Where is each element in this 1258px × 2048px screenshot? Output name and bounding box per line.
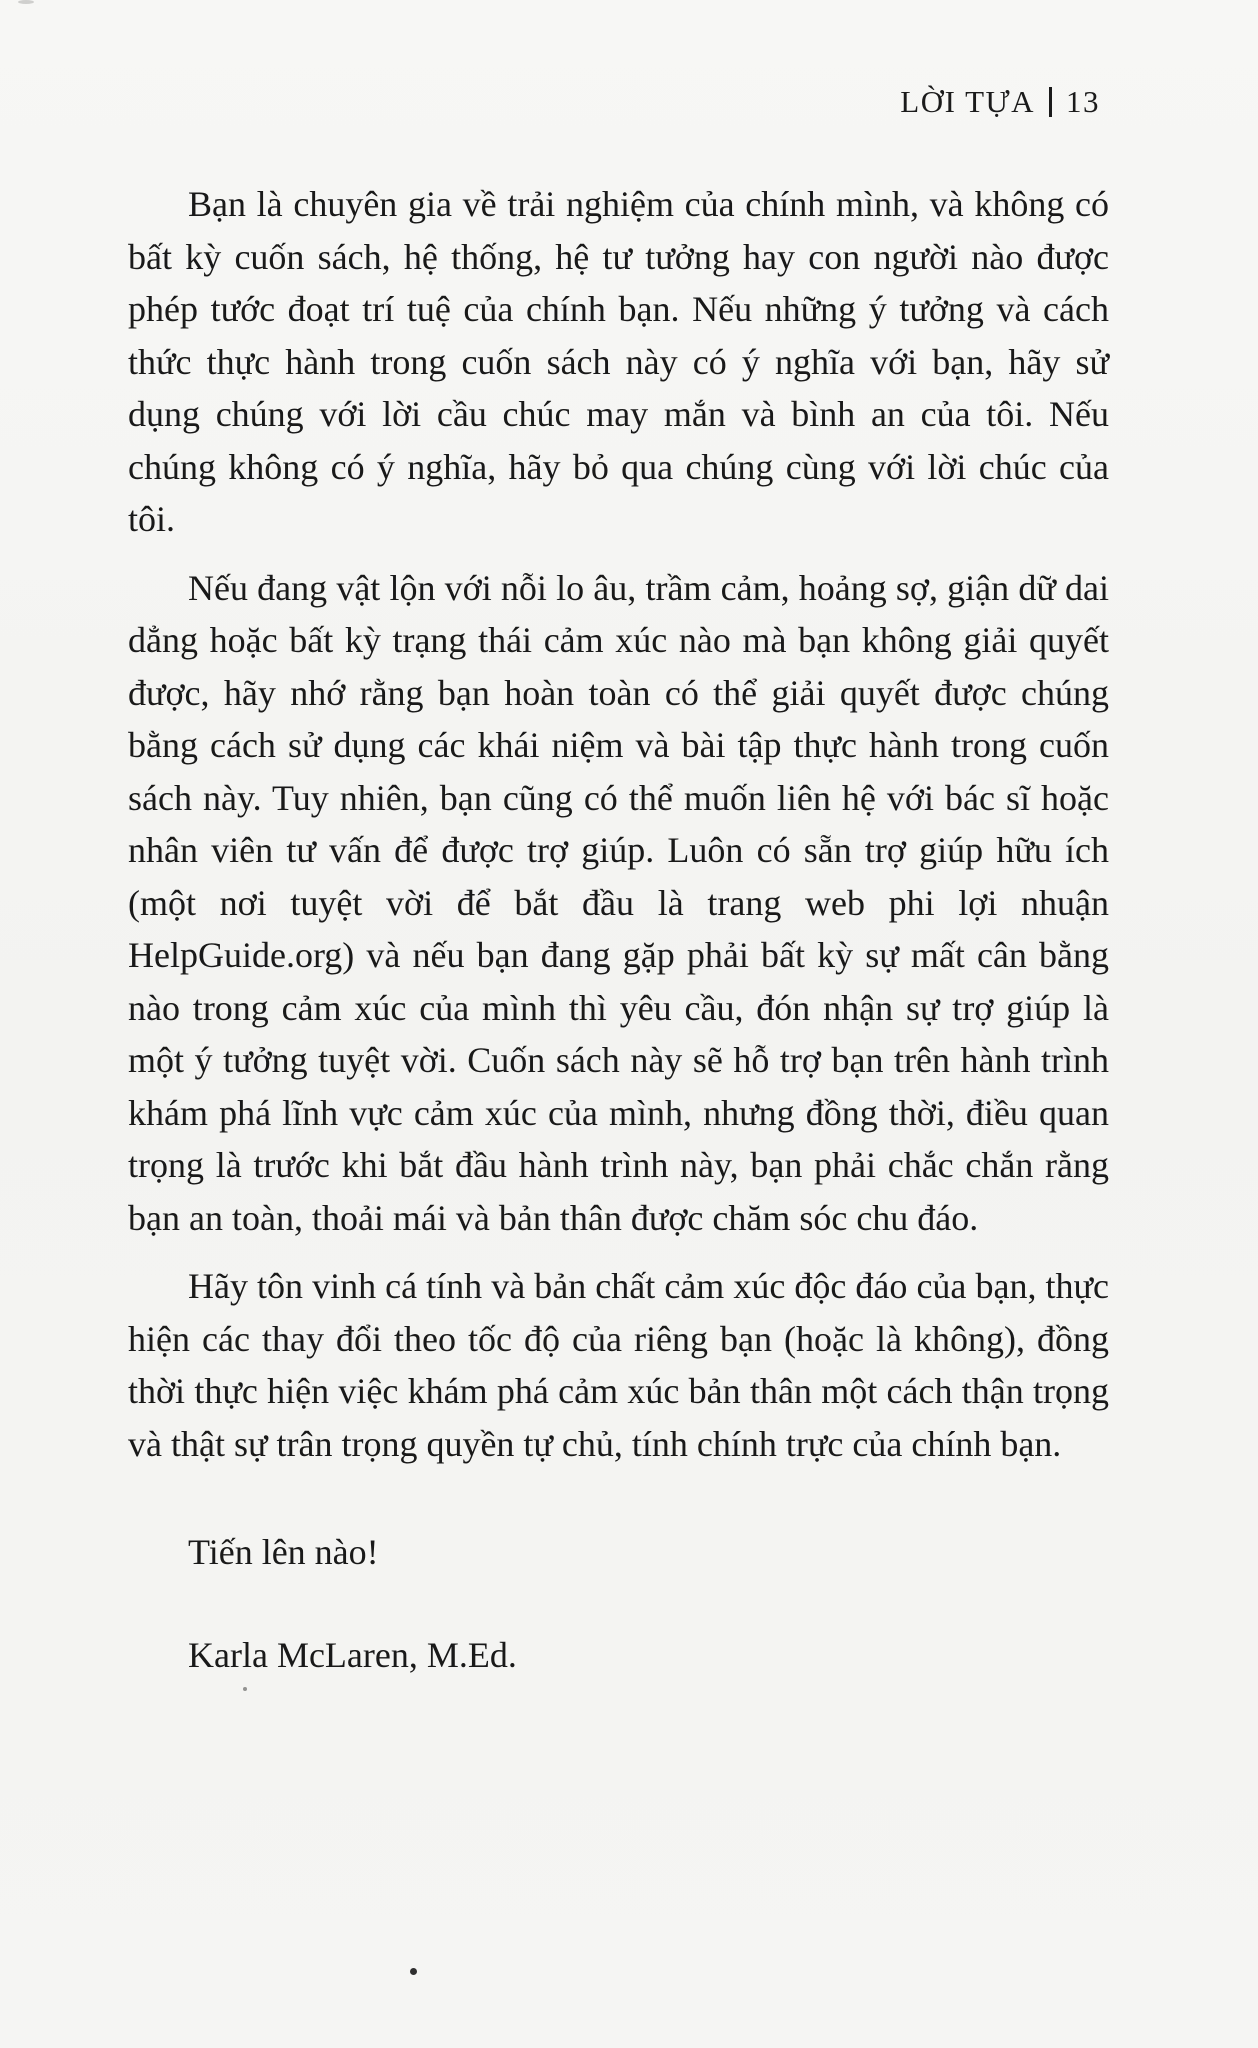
header-divider [1049,87,1052,117]
author-signature: Karla McLaren, M.Ed. [188,1634,517,1675]
closing-line: Tiến lên nào! [188,1532,379,1572]
page-number: 13 [1066,84,1100,119]
body-paragraph-3: Hãy tôn vinh cá tính và bản chất cảm xúc độc đáo của bạn, thực hiện các thay đổi theo tốc độ của riêng bạn (hoặc là không), đồng thời thực hiện việc khám phá cảm xúc bản thân một cách thận trọng và thật sự trân trọng quyền tự chủ, tính chính trực của chính bạn. [128,1266,1109,1464]
scan-speck [410,1968,417,1975]
running-header [900,84,1100,120]
scan-speck [18,0,34,4]
chapter-title: LỜI TỰA [900,84,1035,119]
body-paragraph-2: Nếu đang vật lộn với nỗi lo âu, trầm cảm, hoảng sợ, giận dữ dai dẳng hoặc bất kỳ trạng thái cảm xúc nào mà bạn không giải quyết được, hãy nhớ rằng bạn hoàn toàn có thể giải quyết được chúng bằng cách sử dụng các khái niệm và bài tập thực hành trong cuốn sách này. Tuy nhiên, bạn cũng có thể muốn liên hệ với bác sĩ hoặc nhân viên tư vấn để được trợ giúp. Luôn có sẵn trợ giúp hữu ích (một nơi tuyệt vời để bắt đầu là trang web phi lợi nhuận HelpGuide.org) và nếu bạn đang gặp phải bất kỳ sự mất cân bằng nào trong cảm xúc của mình thì yêu cầu, đón nhận sự trợ giúp là một ý tưởng tuyệt vời. Cuốn sách này sẽ hỗ trợ bạn trên hành trình khám phá lĩnh vực cảm xúc của mình, nhưng đồng thời, điều quan trọng là trước khi bắt đầu hành trình này, bạn phải chắc chắn rằng bạn an toàn, thoải mái và bản thân được chăm sóc chu đáo. [128,567,1109,1238]
scan-speck [243,1687,247,1691]
page-content [128,178,1109,1681]
body-paragraph-1: Bạn là chuyên gia về trải nghiệm của chính mình, và không có bất kỳ cuốn sách, hệ thống, hệ tư tưởng hay con người nào được phép tước đoạt trí tuệ của chính bạn. Nếu những ý tưởng và cách thức thực hành trong cuốn sách này có ý nghĩa với bạn, hãy sử dụng chúng với lời cầu chúc may mắn và bình an của tôi. Nếu chúng không có ý nghĩa, hãy bỏ qua chúng cùng với lời chúc của tôi. [128,184,1109,539]
